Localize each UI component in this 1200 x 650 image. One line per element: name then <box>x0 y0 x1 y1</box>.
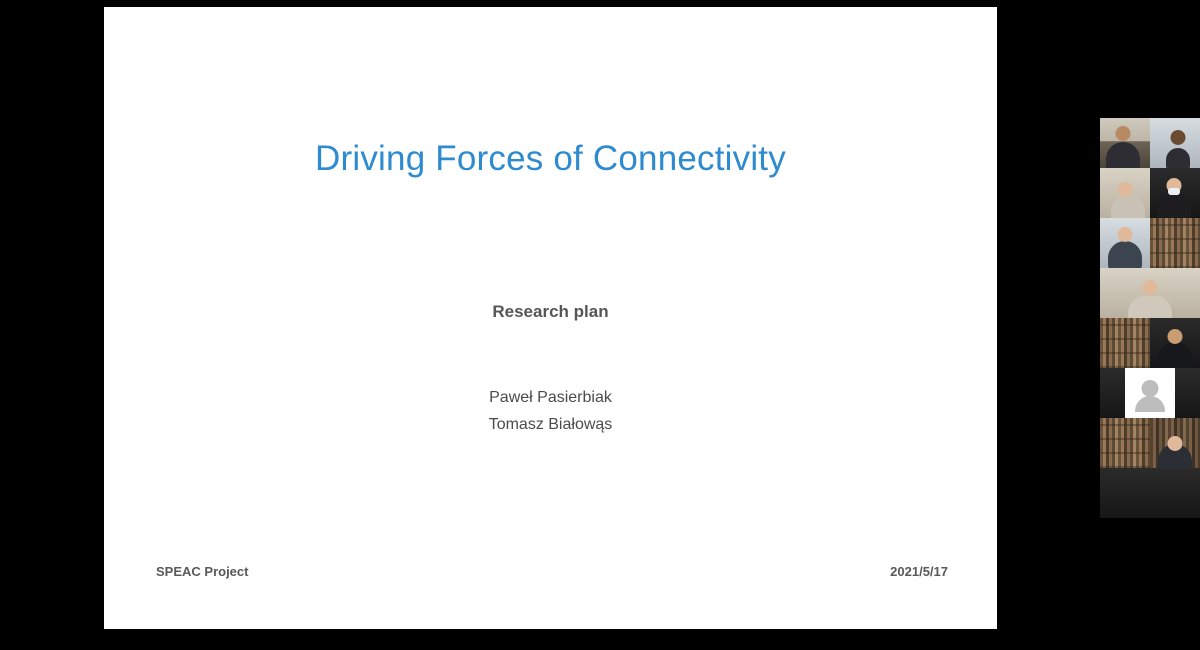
participant-tile-3[interactable] <box>1100 218 1200 268</box>
person-silhouette <box>1166 148 1190 168</box>
slide-subtitle: Research plan <box>492 302 609 321</box>
participant-video-2a[interactable] <box>1100 168 1150 218</box>
author-2: Tomasz Białowąs <box>488 416 613 433</box>
participant-tile-6[interactable] <box>1100 368 1200 418</box>
participant-tile-1[interactable] <box>1100 118 1200 168</box>
person-head <box>1118 227 1133 242</box>
person-silhouette <box>1158 342 1192 368</box>
participant-video-5b[interactable] <box>1150 318 1200 368</box>
participant-video-1b[interactable] <box>1150 118 1200 168</box>
shelf-lines <box>1100 418 1150 468</box>
person-silhouette <box>1128 296 1172 318</box>
person-silhouette <box>1106 142 1140 168</box>
participant-tile-5[interactable] <box>1100 318 1200 368</box>
participant-tile-7[interactable] <box>1100 418 1200 468</box>
participant-video-7b[interactable] <box>1150 418 1200 468</box>
person-head <box>1118 182 1133 197</box>
participant-video-2b[interactable] <box>1150 168 1200 218</box>
person-head <box>1168 436 1183 451</box>
participant-tile-8[interactable] <box>1100 468 1200 518</box>
participant-tile-2[interactable] <box>1100 168 1200 218</box>
shelf-lines <box>1150 218 1200 268</box>
person-head <box>1116 126 1131 141</box>
participant-video-1a[interactable] <box>1100 118 1150 168</box>
participant-video-7a[interactable] <box>1100 418 1150 468</box>
person-head <box>1143 280 1158 295</box>
person-silhouette <box>1157 192 1191 218</box>
slide-authors <box>104 384 997 438</box>
participant-video-strip[interactable] <box>1100 118 1200 518</box>
participant-video-3b[interactable] <box>1150 218 1200 268</box>
face-mask-icon <box>1168 188 1180 195</box>
author-1: Paweł Pasierbiak <box>489 389 612 406</box>
participant-video-5a[interactable] <box>1100 318 1150 368</box>
person-head <box>1170 130 1185 145</box>
slide-title: Driving Forces of Connectivity <box>315 139 786 178</box>
person-silhouette <box>1108 241 1142 268</box>
participant-video-3a[interactable] <box>1100 218 1150 268</box>
video-background-dark <box>1100 468 1200 518</box>
presentation-slide[interactable] <box>104 7 997 629</box>
person-head <box>1168 329 1183 344</box>
slide-footer-project: SPEAC Project <box>156 564 249 579</box>
participant-tile-4[interactable] <box>1100 268 1200 318</box>
avatar-icon <box>1142 380 1159 397</box>
shelf-lines <box>1100 318 1150 368</box>
slide-footer-date: 2021/5/17 <box>890 564 948 579</box>
